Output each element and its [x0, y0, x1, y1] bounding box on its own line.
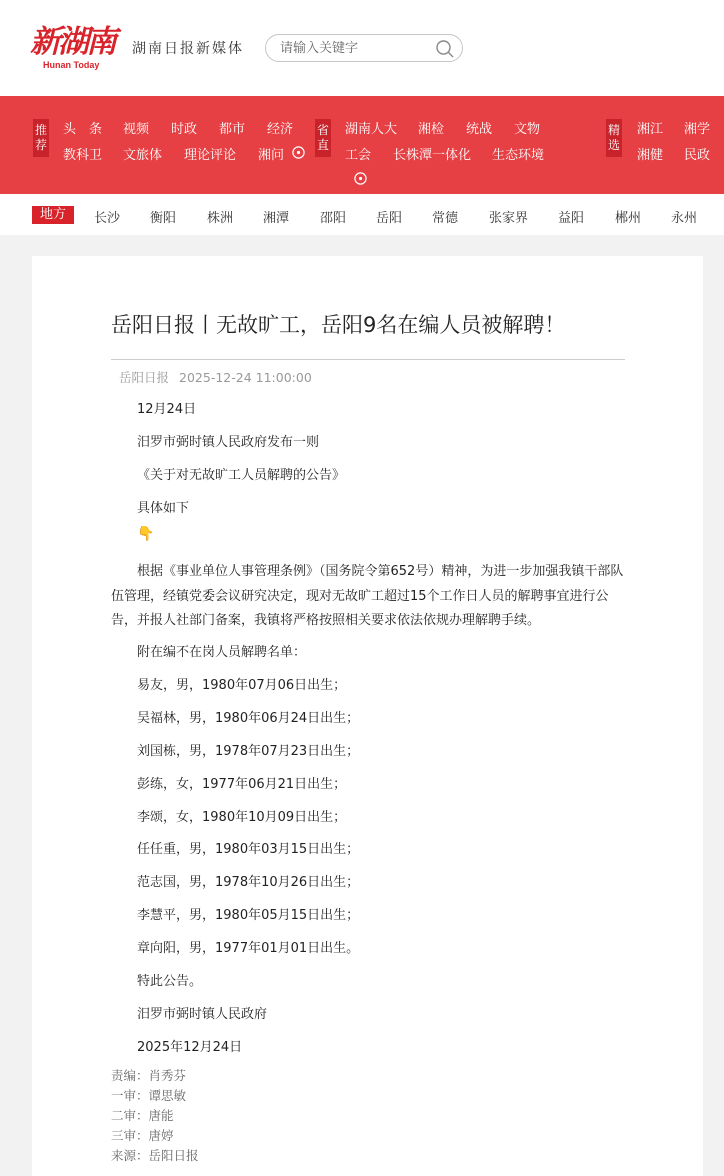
list-item: 吴福林，男，1980年06月24日出生； [137, 711, 360, 726]
nav-item-politics[interactable]: 时政 [171, 122, 198, 137]
paragraph: 《关于对无故旷工人员解聘的公告》 [137, 468, 346, 483]
list-item: 易友，男，1980年07月06日出生； [137, 678, 347, 693]
nav-group-label-featured: 精选 [606, 119, 622, 157]
title-divider [111, 359, 625, 360]
nav-item-procuratorate[interactable]: 湘检 [418, 122, 445, 137]
city-tab[interactable]: 岳阳 [376, 211, 403, 226]
editor-credits [111, 1066, 199, 1166]
city-tab-local[interactable]: 地方 [32, 206, 74, 224]
list-item: 李慧平，男，1980年05月15日出生； [137, 908, 360, 923]
city-tab[interactable]: 常德 [432, 211, 459, 226]
nav-item-theory[interactable]: 理论评论 [184, 148, 237, 163]
article-title: 岳阳日报丨无故旷工，岳阳9名在编人员被解聘！ [111, 313, 566, 337]
nav-item-education-health[interactable]: 教科卫 [63, 148, 103, 163]
paragraph: 汨罗市弼时镇人民政府发布一则 [137, 435, 320, 450]
nav-item-city[interactable]: 都市 [219, 122, 246, 137]
site-logo[interactable] [30, 24, 115, 72]
nav-item-culture-tourism[interactable]: 文旅体 [123, 148, 163, 163]
list-item: 彭练，女，1977年06月21日出生； [137, 777, 347, 792]
article-meta [119, 368, 312, 386]
paragraph: 汨罗市弼时镇人民政府 [137, 1007, 268, 1022]
city-tab[interactable]: 郴州 [615, 211, 642, 226]
city-tab[interactable]: 邵阳 [320, 211, 347, 226]
pointing-down-emoji: 👇 [137, 526, 155, 542]
nav-item-civil-affairs[interactable]: 民政 [684, 148, 711, 163]
editor-line: 来源：岳阳日报 [111, 1148, 199, 1163]
list-item: 任任重，男，1980年03月15日出生； [137, 842, 360, 857]
logo-text: 新湖南 [30, 24, 114, 60]
list-intro: 附在编不在岗人员解聘名单： [137, 645, 307, 660]
top-header [0, 0, 724, 96]
nav-item-ecology[interactable]: 生态环境 [492, 148, 545, 163]
editor-line: 二审：唐能 [111, 1108, 174, 1123]
nav-item-npc[interactable]: 湖南人大 [345, 122, 398, 137]
list-item: 章向阳，男，1977年01月01日出生。 [137, 941, 360, 956]
search-input[interactable] [280, 39, 430, 57]
nav-item-xiangwen[interactable]: 湘问 [258, 148, 285, 163]
city-nav [0, 194, 724, 235]
editor-line: 三审：唐婷 [111, 1128, 174, 1143]
list-item: 范志国，男，1978年10月26日出生； [137, 875, 360, 890]
article-source: 岳阳日报 [119, 370, 170, 385]
site-tagline: 湖南日报新媒体 [132, 41, 244, 57]
nav-item-xiangjiang[interactable]: 湘江 [637, 122, 664, 137]
nav-item-united-front[interactable]: 统战 [466, 122, 493, 137]
editor-line: 一审：谭思敏 [111, 1088, 187, 1103]
article-datetime: 2025-12-24 11:00:00 [179, 370, 312, 385]
nav-item-cztu[interactable]: 长株潭一体化 [393, 148, 472, 163]
article-card [32, 256, 703, 1176]
body-paragraph: 根据《事业单位人事管理条例》（国务院令第652号）精神，为进一步加强我镇干部队伍管理，经镇党委会议研究决定，现对无故旷工超过15个工作日人员的解聘事宜进行公告，并报人社部门备案，我镇将严格按照相关要求依法依规办理解聘手续。 [111, 564, 624, 628]
nav-item-economy[interactable]: 经济 [267, 122, 294, 137]
list-item: 刘国栋，男，1978年07月23日出生； [137, 744, 360, 759]
nav-item-trade-union[interactable]: 工会 [345, 148, 372, 163]
city-tab[interactable]: 湘潭 [263, 211, 290, 226]
paragraph: 2025年12月24日 [137, 1040, 243, 1055]
paragraph: 12月24日 [137, 402, 197, 417]
nav-group-label-recommend: 推荐 [33, 119, 49, 157]
city-tab[interactable]: 株洲 [207, 211, 234, 226]
city-tab[interactable]: 永州 [671, 211, 698, 226]
search-box[interactable] [265, 34, 463, 62]
city-tab[interactable]: 长沙 [94, 211, 121, 226]
editor-line: 责编：肖秀芬 [111, 1068, 187, 1083]
paragraph: 具体如下 [137, 501, 190, 516]
nav-group-label-provincial: 省直 [315, 119, 331, 157]
paragraph: 特此公告。 [137, 974, 203, 989]
nav-item-cultural-relics[interactable]: 文物 [514, 122, 541, 137]
channel-nav [0, 96, 724, 194]
nav-item-headlines[interactable]: 头 条 [63, 122, 103, 137]
expand-more-icon[interactable] [292, 146, 305, 159]
city-tab[interactable]: 张家界 [489, 211, 529, 226]
city-tab[interactable]: 益阳 [558, 211, 585, 226]
nav-item-xiangxue[interactable]: 湘学 [684, 122, 711, 137]
logo-subtext: Hunan Today [43, 60, 100, 70]
city-tab[interactable]: 衡阳 [150, 211, 177, 226]
nav-item-video[interactable]: 视频 [123, 122, 150, 137]
list-item: 李颂，女，1980年10月09日出生； [137, 810, 347, 825]
search-icon[interactable] [435, 39, 455, 59]
expand-more-icon[interactable] [354, 172, 367, 185]
nav-item-xiangjian[interactable]: 湘健 [637, 148, 664, 163]
